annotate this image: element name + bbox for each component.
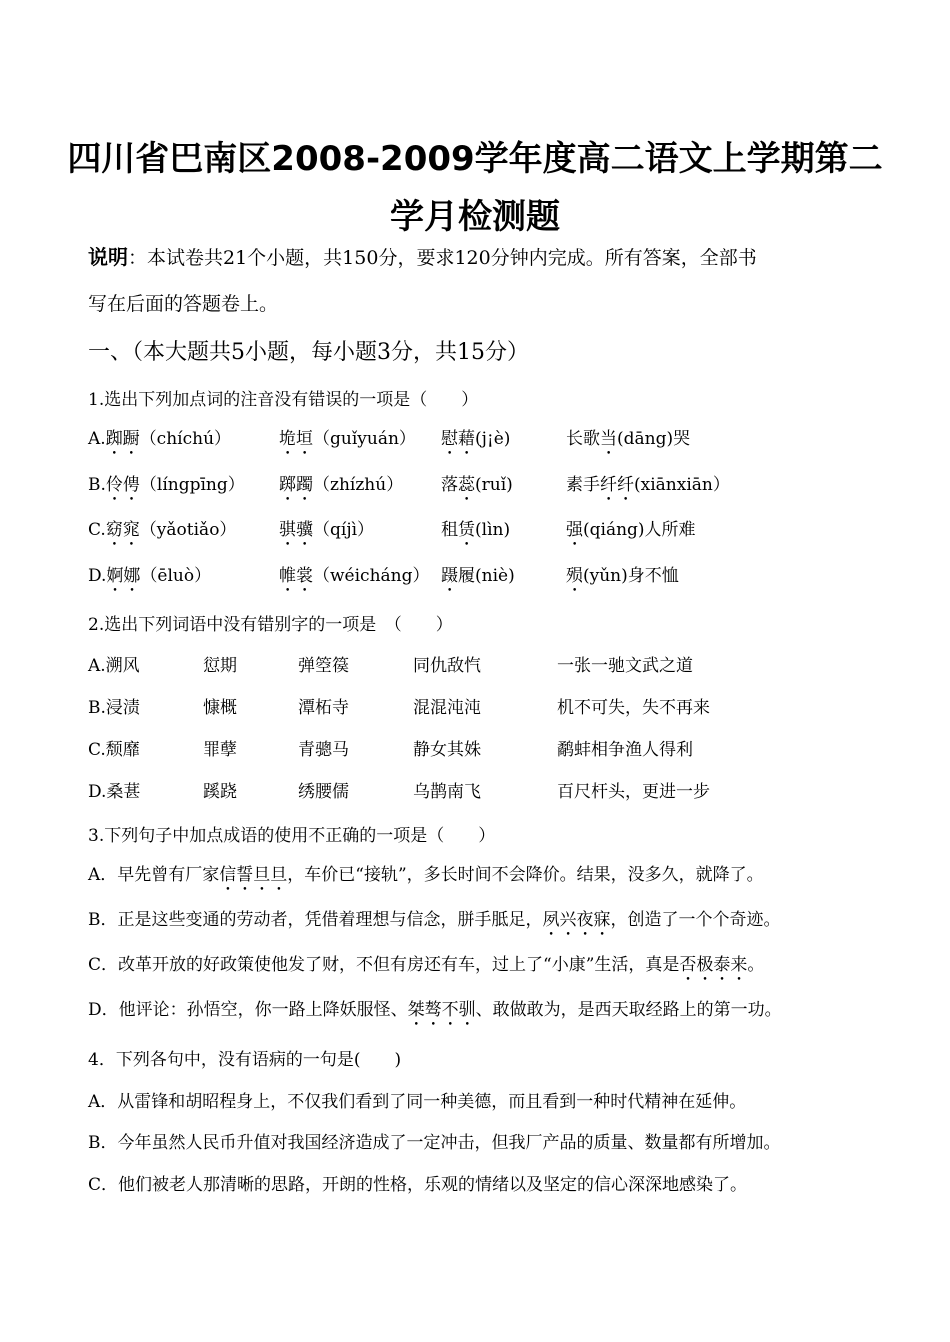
word-cell: 静女其姝: [413, 740, 481, 760]
option-text: 。: [747, 955, 765, 975]
option-cell: [441, 515, 510, 550]
instructions-lead: 说明: [88, 245, 128, 269]
option-cell: [88, 424, 231, 459]
emphasized-term: 慰藉: [441, 429, 475, 449]
option-text: 素手: [566, 475, 600, 495]
emphasized-term: 踟蹰: [105, 429, 140, 449]
emphasized-idiom: 信誓旦旦: [219, 865, 288, 885]
option-text: D．他评论：孙悟空，你一路上降妖服怪、: [88, 1000, 408, 1020]
exam-title-line-1: 四川省巴南区2008-2009学年度高二语文上学期第二: [67, 139, 883, 179]
emphasized-idiom: 桀骜不驯: [407, 1000, 476, 1020]
option-line: [88, 860, 764, 895]
option-text: (j¡è): [475, 429, 511, 449]
option-cell: [441, 424, 510, 459]
word-cell: 弹箜篌: [298, 656, 349, 676]
option-text: D.: [88, 566, 107, 586]
option-text: （ēluò）: [140, 566, 212, 586]
word-cell: 机不可失，失不再来: [557, 698, 710, 718]
option-text: C.: [88, 520, 106, 540]
emphasized-term: 强: [566, 520, 583, 540]
word-cell: 绣腰儒: [298, 782, 349, 802]
option-cell: [279, 424, 416, 459]
option-cell: [88, 470, 245, 505]
option-line: [88, 905, 781, 940]
option-line: C．他们被老人那清晰的思路，开朗的性格，乐观的情绪以及坚定的信心深深地感染了。: [88, 1175, 748, 1195]
word-cell: D.桑葚: [88, 782, 141, 802]
word-cell: 混混沌沌: [413, 698, 481, 718]
option-line: [88, 950, 764, 985]
question-1-stem: 1.选出下列加点词的注音没有错误的一项是（ ）: [88, 390, 479, 410]
exam-title-line-2: 学月检测题: [390, 197, 560, 237]
emphasized-term: 蹑: [441, 566, 458, 586]
word-cell: 潭柘寺: [298, 698, 349, 718]
option-line: [88, 995, 782, 1030]
word-cell: 慷概: [203, 698, 237, 718]
option-text: B．正是这些变通的劳动者，凭借着理想与信念，胼手胝足，: [88, 910, 543, 930]
option-text: A.: [88, 429, 106, 449]
option-text: C．改革开放的好政策使他发了财，不但有房还有车，过上了“小康”生活，真是: [88, 955, 680, 975]
option-cell: [88, 561, 211, 596]
option-cell: [279, 470, 403, 505]
word-cell: 同仇敌忾: [413, 656, 481, 676]
instructions-line-1: [88, 241, 757, 270]
option-line: B．今年虽然人民币升值对我国经济造成了一定冲击，但我厂产品的质量、数量都有所增加。: [88, 1133, 781, 1153]
option-cell: [88, 515, 236, 550]
question-2-stem: 2.选出下列词语中没有错别字的一项是 （ ）: [88, 615, 453, 635]
emphasized-term: 婀娜: [106, 566, 141, 586]
option-text: (dāng)哭: [617, 429, 691, 449]
instructions-text: ：本试卷共21个小题，共150分，要求120分钟内完成。所有答案，全部书: [128, 247, 757, 269]
emphasized-term: 骐骥: [279, 520, 313, 540]
emphasized-term: 踯躅: [279, 475, 313, 495]
option-text: (yǔn)身不恤: [583, 566, 679, 586]
option-text: (qiáng)人所难: [583, 520, 696, 540]
option-text: ，车价已“接轨”，多长时间不会降价。结果，没多久，就降了。: [287, 865, 764, 885]
option-cell: [279, 561, 430, 596]
instructions-line-2: 写在后面的答题卷上。: [88, 293, 279, 315]
option-text: （qíjì）: [313, 520, 375, 540]
option-cell: [279, 515, 374, 550]
emphasized-term: 殒: [566, 566, 583, 586]
option-text: 长歌: [566, 429, 600, 449]
option-text: A．早先曾有厂家: [88, 865, 220, 885]
emphasized-term: 帷裳: [279, 566, 313, 586]
option-text: 落: [441, 475, 458, 495]
emphasized-term: 窈窕: [105, 520, 140, 540]
option-cell: [566, 470, 730, 505]
emphasized-idiom: 否极泰来: [679, 955, 748, 975]
section-heading: 一、（本大题共5小题，每小题3分，共15分）: [88, 340, 529, 365]
option-cell: [566, 515, 696, 550]
option-text: （zhízhú）: [313, 475, 404, 495]
option-text: ，创造了一个个奇迹。: [610, 910, 781, 930]
option-text: （yǎotiǎo）: [139, 520, 237, 540]
word-cell: 一张一驰文武之道: [557, 656, 693, 676]
option-text: （chíchú）: [139, 429, 232, 449]
word-cell: A.溯风: [88, 656, 140, 676]
option-cell: [566, 561, 679, 596]
option-text: 、敢做敢为，是西天取经路上的第一功。: [475, 1000, 782, 1020]
emphasized-term: 纤纤: [600, 475, 634, 495]
option-text: 履(niè): [458, 566, 515, 586]
word-cell: 百尺杆头，更进一步: [557, 782, 710, 802]
option-text: (xiānxiān）: [634, 475, 730, 495]
option-text: 租: [441, 520, 458, 540]
word-cell: 青骢马: [298, 740, 349, 760]
emphasized-term: 垝垣: [279, 429, 313, 449]
option-text: B.: [88, 475, 106, 495]
word-cell: B.浸渍: [88, 698, 140, 718]
option-text: (lìn): [475, 520, 511, 540]
question-4-stem: 4．下列各句中，没有语病的一句是( ): [88, 1050, 402, 1070]
word-cell: 罪孽: [203, 740, 237, 760]
emphasized-term: 蕊: [458, 475, 475, 495]
option-text: (ruǐ): [475, 475, 513, 495]
option-cell: [441, 561, 515, 596]
word-cell: 愆期: [203, 656, 237, 676]
emphasized-term: 当: [600, 429, 617, 449]
option-text: （wéicháng）: [313, 566, 430, 586]
option-cell: [566, 424, 690, 459]
option-cell: [441, 470, 513, 505]
word-cell: 鹬蚌相争渔人得利: [557, 740, 693, 760]
emphasized-idiom: 夙兴夜寐: [542, 910, 611, 930]
question-3-stem: 3.下列句子中加点成语的使用不正确的一项是（ ）: [88, 826, 496, 846]
emphasized-term: 伶俜: [105, 475, 140, 495]
option-text: （língpīng）: [139, 475, 245, 495]
word-cell: 蹊跷: [203, 782, 237, 802]
emphasized-term: 赁: [458, 520, 475, 540]
option-line: A．从雷锋和胡昭程身上，不仅我们看到了同一种美德，而且看到一种时代精神在延伸。: [88, 1092, 747, 1112]
word-cell: C.颓靡: [88, 740, 140, 760]
option-text: （guǐyuán）: [313, 429, 416, 449]
word-cell: 乌鹊南飞: [413, 782, 481, 802]
